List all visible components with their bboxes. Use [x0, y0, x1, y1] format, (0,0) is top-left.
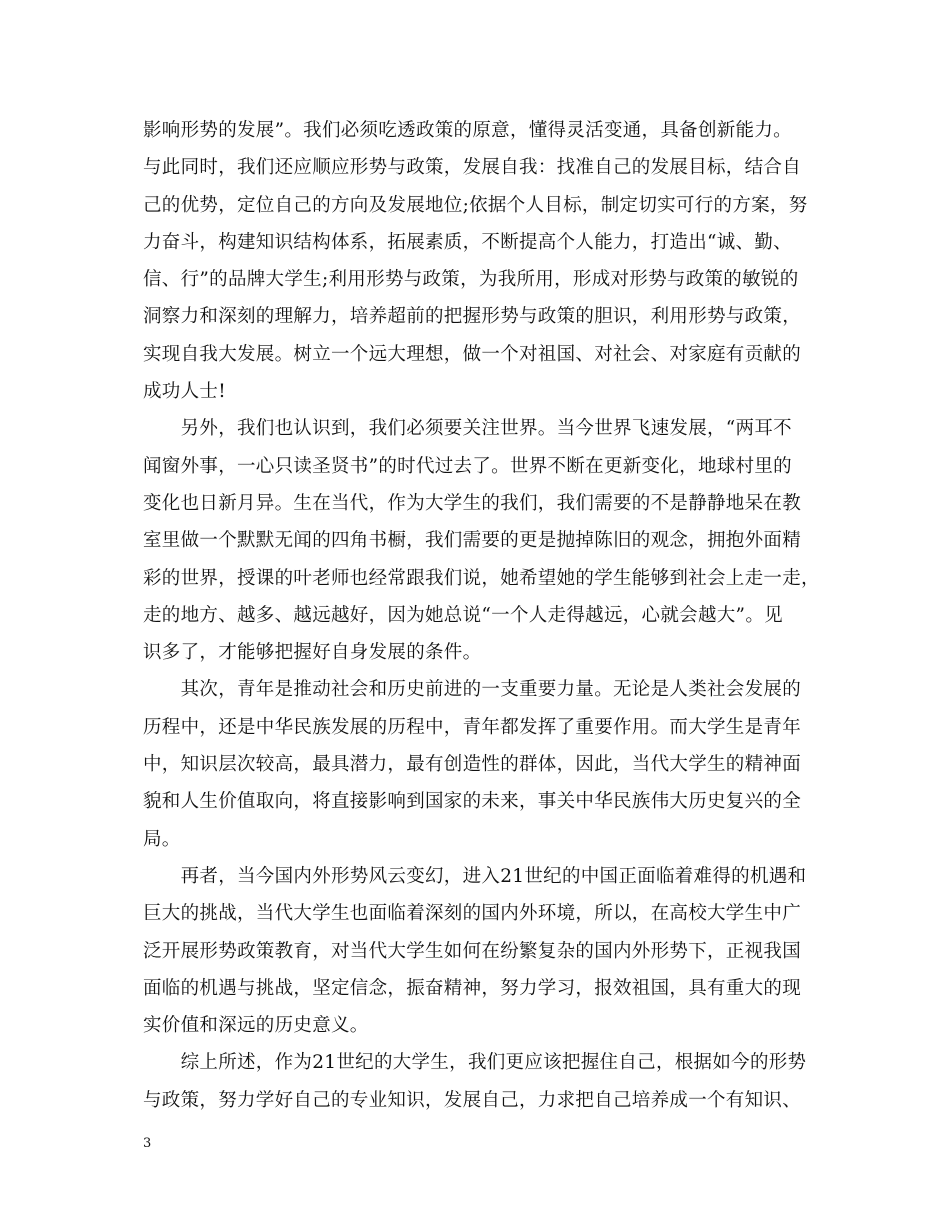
- text-line: 再者，当今国内外形势风云变幻，进入21世纪的中国正面临着难得的机遇和: [143, 865, 807, 887]
- text-line: 实价值和深远的历史意义。: [143, 1015, 369, 1037]
- page-number: 3: [143, 1136, 152, 1151]
- text-line: 貌和人生价值取向，将直接影响到国家的未来，事关中华民族伟大历史复兴的全: [143, 791, 802, 813]
- text-line: 另外，我们也认识到，我们必须要关注世界。当今世界飞速发展，“两耳不: [143, 418, 792, 440]
- text-line: 与政策，努力学好自己的专业知识，发展自己，力求把自己培养成一个有知识、: [143, 1089, 802, 1111]
- text-line: 彩的世界，授课的叶老师也经常跟我们说，她希望她的学生能够到社会上走一走，: [143, 567, 820, 589]
- text-line: 闻窗外事，一心只读圣贤书”的时代过去了。世界不断在更新变化，地球村里的: [143, 455, 792, 477]
- text-line: 局。: [143, 828, 181, 850]
- text-line: 信、行”的品牌大学生;利用形势与政策，为我所用，形成对形势与政策的敏锐的: [143, 269, 799, 291]
- text-line: 历程中，还是中华民族发展的历程中，青年都发挥了重要作用。而大学生是青年: [143, 716, 802, 738]
- text-line: 走的地方、越多、越远越好，因为她总说“一个人走得越远，心就会越大”。见: [143, 604, 783, 626]
- text-line: 影响形势的发展”。我们必须吃透政策的原意，懂得灵活变通，具备创新能力。: [143, 120, 792, 141]
- text-line: 中，知识层次较高，最具潜力，最有创造性的群体，因此，当代大学生的精神面: [143, 754, 802, 776]
- text-line: 面临的机遇与挑战，坚定信念，振奋精神，努力学习，报效祖国，具有重大的现: [143, 977, 802, 999]
- text-line: 泛开展形势政策教育，对当代大学生如何在纷繁复杂的国内外形势下，正视我国: [143, 940, 802, 962]
- text-line: 变化也日新月异。生在当代，作为大学生的我们，我们需要的不是静静地呆在教: [143, 492, 802, 514]
- text-line: 洞察力和深刻的理解力，培养超前的把握形势与政策的胆识，利用形势与政策，: [143, 306, 802, 328]
- text-line: 实现自我大发展。树立一个远大理想，做一个对祖国、对社会、对家庭有贡献的: [143, 343, 802, 365]
- body-text: [143, 112, 820, 1119]
- text-line: 室里做一个默默无闻的四角书橱，我们需要的更是抛掉陈旧的观念，拥抱外面精: [143, 530, 802, 552]
- text-line: 己的优势，定位自己的方向及发展地位;依据个人目标，制定切实可行的方案，努: [143, 194, 808, 216]
- text-line: 其次，青年是推动社会和历史前进的一支重要力量。无论是人类社会发展的: [143, 679, 802, 701]
- text-line: 巨大的挑战，当代大学生也面临着深刻的国内外环境，所以，在高校大学生中广: [143, 903, 802, 925]
- text-line: 综上所述，作为21世纪的大学生，我们更应该把握住自己，根据如今的形势: [143, 1052, 807, 1074]
- text-line: 识多了，才能够把握好自身发展的条件。: [143, 642, 482, 664]
- text-line: 力奋斗，构建知识结构体系，拓展素质，不断提高个人能力，打造出“诚、勤、: [143, 231, 792, 253]
- text-line: 与此同时，我们还应顺应形势与政策，发展自我：找准自己的发展目标，结合自: [143, 157, 802, 179]
- text-line: 成功人士!: [143, 381, 226, 403]
